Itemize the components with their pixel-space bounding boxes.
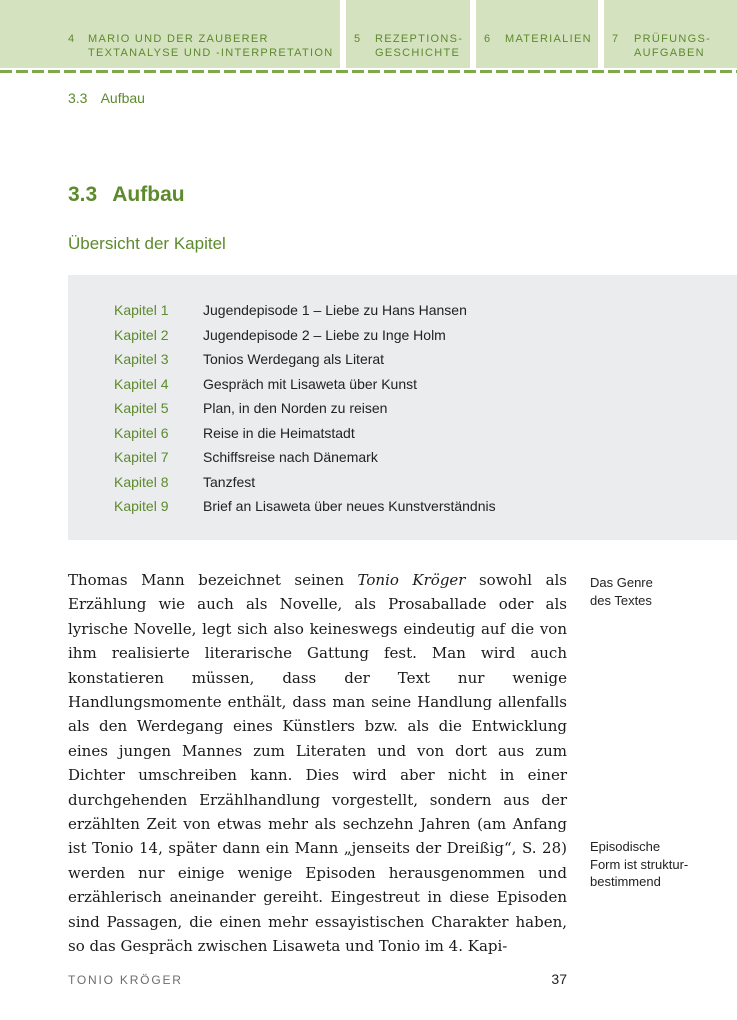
nav-tab-label: MARIO UND DER ZAUBERER TEXTANALYSE UND -INTERPRETATION <box>88 33 334 59</box>
chapter-label: Kapitel 9 <box>114 498 169 514</box>
section-number: 3.3 <box>68 183 98 206</box>
nav-tab-label: MATERIALIEN <box>505 33 592 45</box>
chapter-text: Jugendepisode 2 – Liebe zu Inge Holm <box>203 326 446 343</box>
chapter-label: Kapitel 7 <box>114 449 169 465</box>
nav-tab-7[interactable] <box>604 0 737 68</box>
chapter-label: Kapitel 3 <box>114 351 169 367</box>
chapter-text: Gespräch mit Lisaweta über Kunst <box>203 375 417 392</box>
chapter-label: Kapitel 1 <box>114 302 169 318</box>
chapter-overview-box <box>68 275 737 540</box>
nav-tab-number: 4 <box>68 33 76 45</box>
nav-tab-label: REZEPTIONS- GESCHICHTE <box>375 33 464 59</box>
body-paragraph: Thomas Mann bezeichnet seinen Tonio Kröger sowohl als Erzählung wie auch als Novelle, als Prosaballade oder als lyrische Novelle, legt sich also keineswegs eindeutig auf die von ihm realisierte literarische Gattung fest. Man wird auch konstatieren müssen, dass der Text nur wenige Handlungsmomente enthält, dass man seine Handlung allenfalls als den Werdegang eines Künstlers bzw. als die Entwicklung eines jungen Mannes zum Literaten und von dort aus zum Dichter umschreiben kann. Dies wird aber nicht in einer durchgehenden Erzählhandlung vorgestellt, sondern aus der erzählten Zeit von etwas mehr als sechzehn Jahren (am Anfang ist Tonio 14, später dann ein Mann „jenseits der Dreißig“, S. 28) werden nur einige wenige Episoden herausgenommen und erzählerisch aneinander gereiht. Eingestreut in diese Episoden sind Passagen, die einen mehr essayistischen Charakter haben, so das Gespräch zwischen Lisaweta und Tonio im 4. Kapi- <box>68 571 568 956</box>
chapter-label: Kapitel 5 <box>114 400 169 416</box>
chapter-row <box>114 348 384 370</box>
chapter-text: Brief an Lisaweta über neues Kunstverständnis <box>203 498 496 514</box>
chapter-text: Jugendepisode 1 – Liebe zu Hans Hansen <box>203 302 467 318</box>
chapter-row <box>114 495 496 517</box>
nav-tab-number: 6 <box>484 33 492 45</box>
running-header-title: Aufbau <box>100 90 145 106</box>
chapter-label: Kapitel 8 <box>114 473 169 490</box>
chapter-row <box>114 446 378 468</box>
section-heading <box>68 183 185 207</box>
chapter-label: Kapitel 2 <box>114 326 169 343</box>
nav-tab-label: PRÜFUNGS- AUFGABEN <box>634 33 712 59</box>
running-header <box>68 90 145 106</box>
subheading: Übersicht der Kapitel <box>68 234 226 253</box>
chapter-text: Reise in die Heimatstadt <box>203 424 355 441</box>
margin-note-genre: Das Genre des Textes <box>590 575 653 608</box>
section-title: Aufbau <box>112 183 185 206</box>
chapter-row <box>114 471 255 493</box>
chapter-text: Tonios Werdegang als Literat <box>203 351 385 367</box>
chapter-label: Kapitel 6 <box>114 424 169 441</box>
chapter-nav <box>0 0 737 68</box>
running-header-number: 3.3 <box>68 90 88 106</box>
header-divider <box>0 70 737 73</box>
page-number: 37 <box>551 971 567 987</box>
chapter-text: Schiffsreise nach Dänemark <box>203 449 378 465</box>
work-title: Tonio Kröger <box>357 571 466 589</box>
chapter-row <box>114 422 355 444</box>
chapter-text: Plan, in den Norden zu reisen <box>203 400 388 416</box>
nav-tab-4[interactable] <box>0 0 340 68</box>
chapter-row <box>114 299 467 321</box>
nav-tab-5[interactable] <box>346 0 470 68</box>
chapter-text: Tanzfest <box>203 473 256 490</box>
chapter-label: Kapitel 4 <box>114 375 169 392</box>
nav-tab-6[interactable] <box>476 0 598 68</box>
nav-tab-number: 5 <box>354 33 362 45</box>
chapter-row <box>114 397 387 419</box>
chapter-row <box>114 373 417 395</box>
chapter-row <box>114 324 446 346</box>
footer-book-title: TONIO KRÖGER <box>68 973 183 987</box>
body-text <box>68 568 567 959</box>
margin-note-form: Episodische Form ist struktur- bestimmend <box>590 839 689 889</box>
nav-tab-number: 7 <box>612 33 620 45</box>
